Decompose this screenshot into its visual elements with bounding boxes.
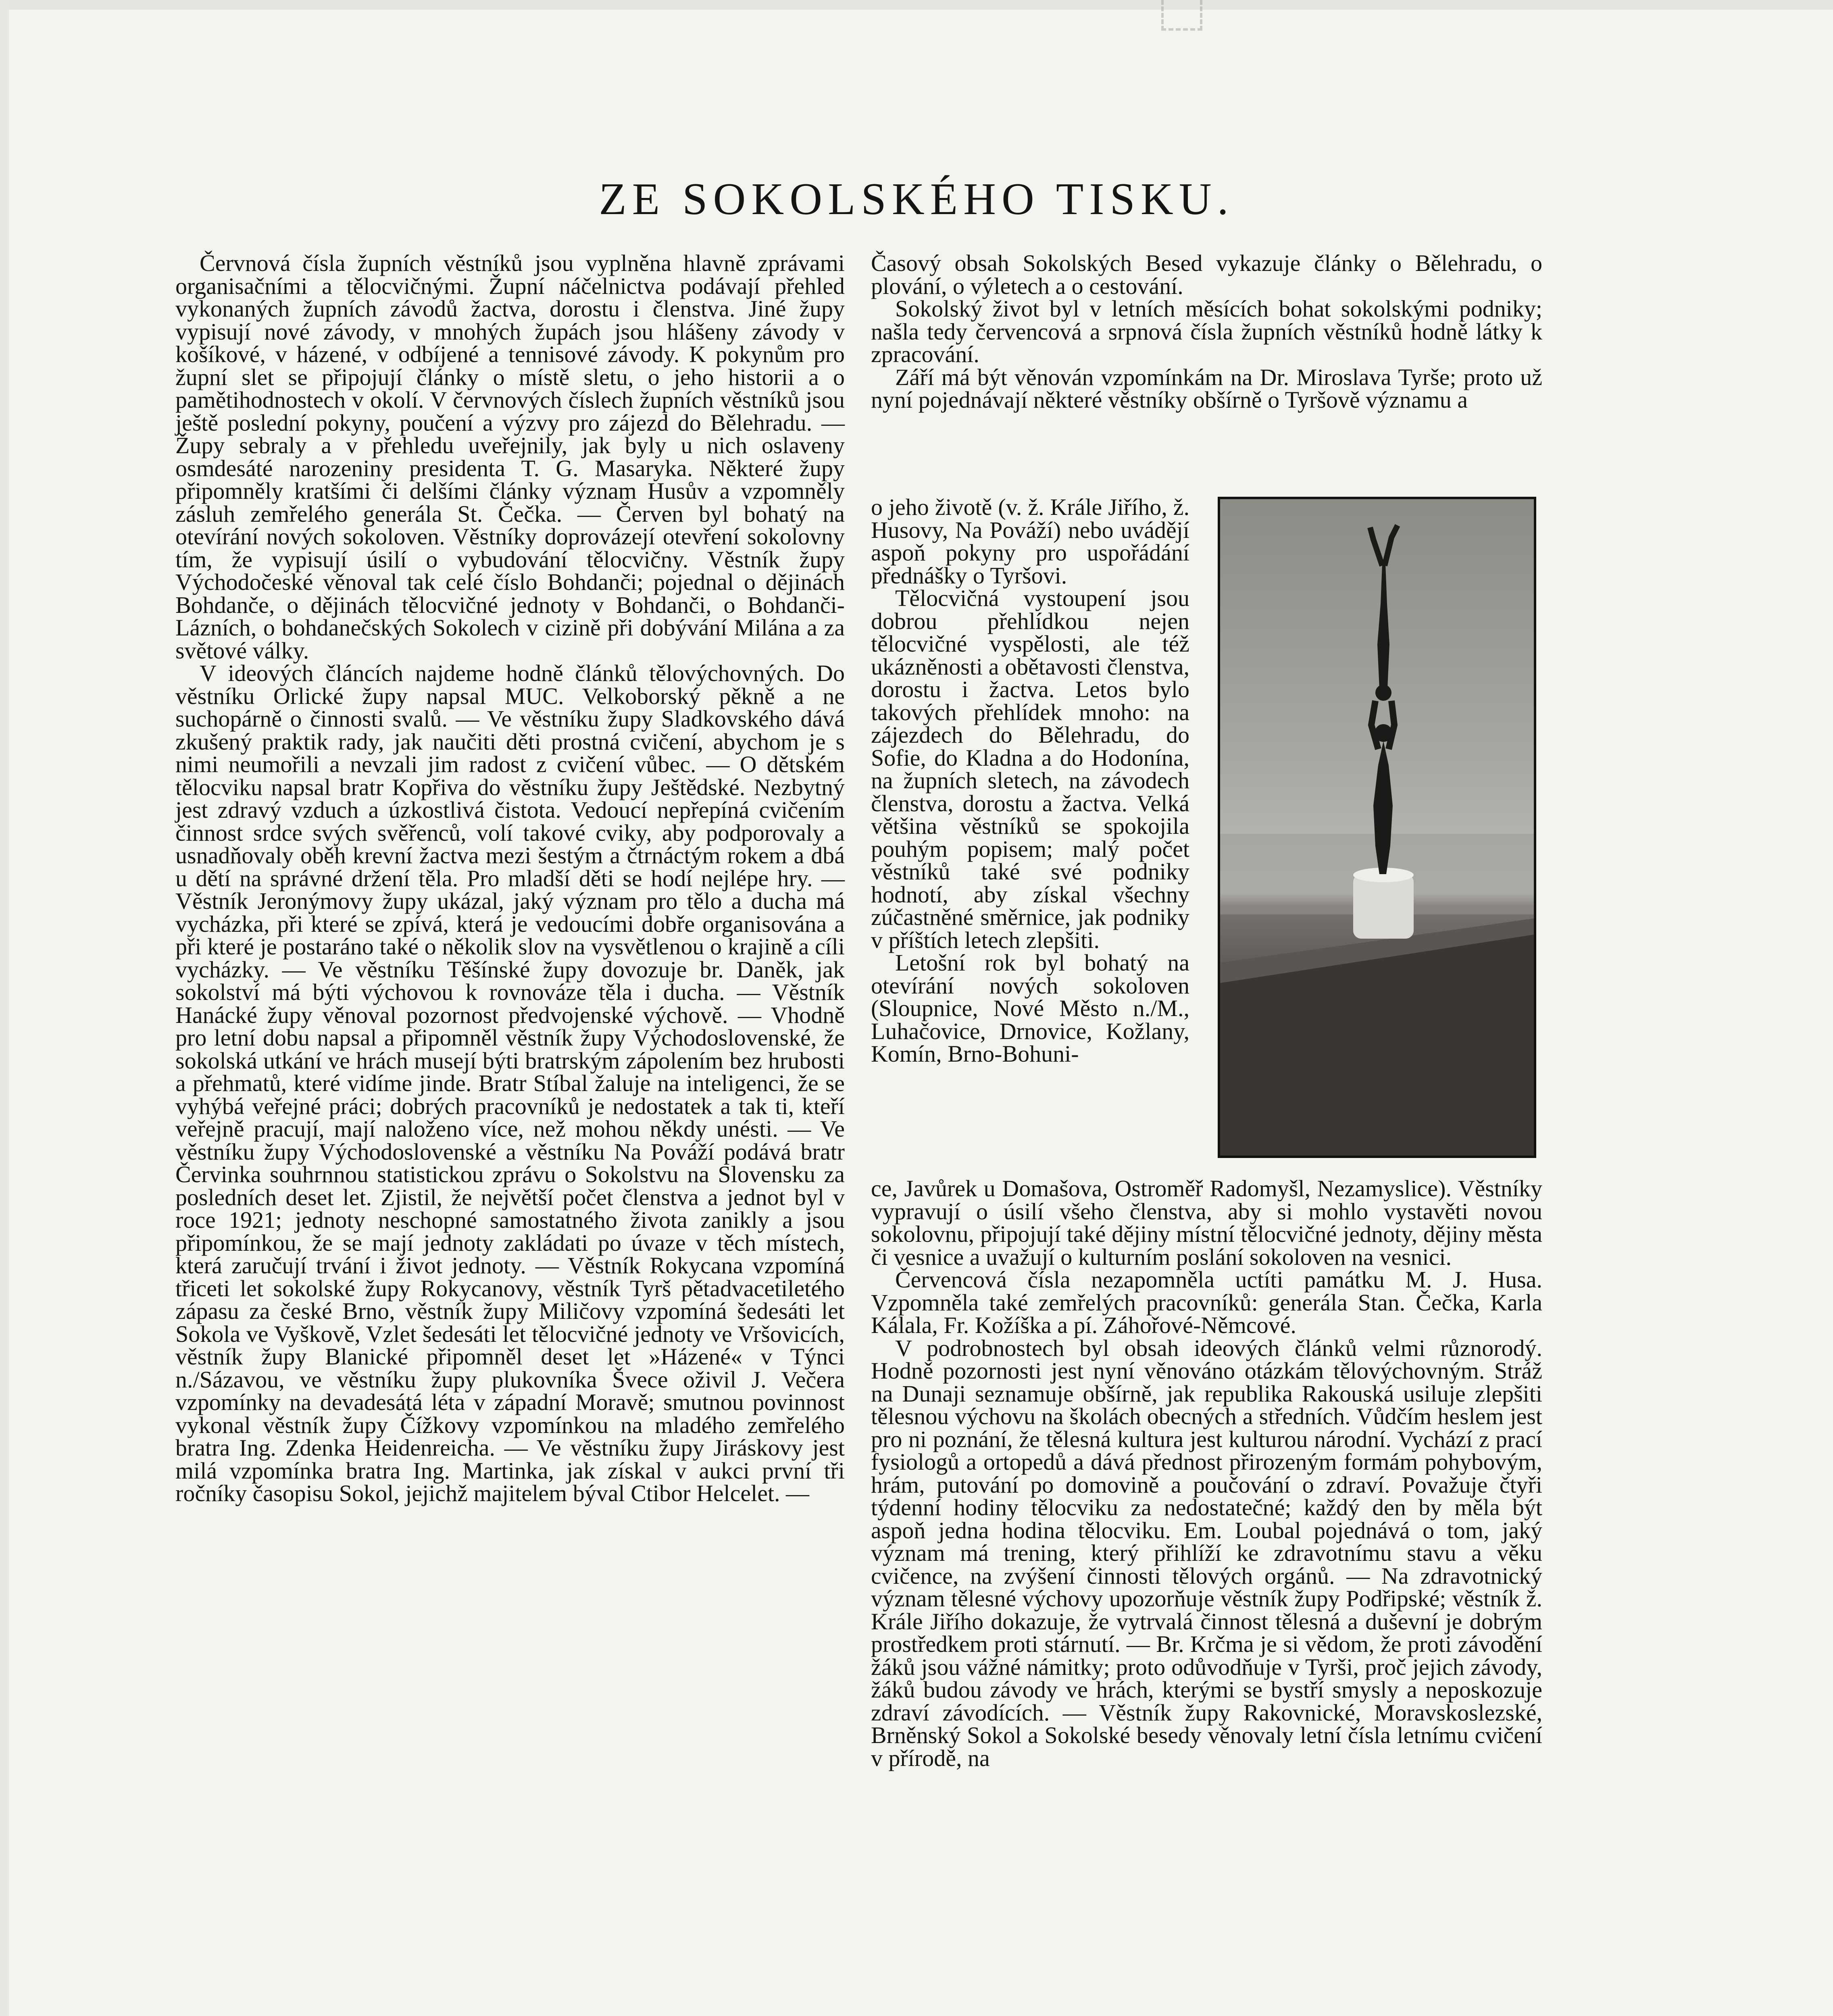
page-title: ZE SOKOLSKÉHO TISKU. bbox=[599, 174, 1234, 224]
paragraph: ce, Javůrek u Domašova, Ostroměř Radomyšl, Nezamyslice). Věstníky vypravují o úsilí všeho členstva, aby si mohlo vystavěti novou sokolovnu, připojují také dějiny místní tělocvičné jednoty, dějiny města či vesnice a uvažují o kulturním poslání sokoloven na vesnici. bbox=[871, 1175, 1542, 1270]
paragraph: Září má být věnován vzpomínkám na Dr. Miroslava Tyrše; proto už nyní pojednávají některé věstníky obšírně o Tyršově významu a bbox=[871, 364, 1542, 413]
page-edge bbox=[0, 0, 1833, 10]
paragraph: Sokolský život byl v letních měsících bohat sokolskými podniky; našla tedy červencová a srpnová čísla župních věstníků hodně látky k zpracování. bbox=[871, 296, 1542, 367]
page-edge bbox=[0, 0, 9, 2016]
paragraph: Časový obsah Sokolských Besed vykazuje články o Bělehradu, o plování, o výletech a o cestování. bbox=[871, 250, 1542, 299]
paragraph: Červencová čísla nezapomněla uctíti památku M. J. Husa. Vzpomněla také zemřelých pracovníků: generála Stan. Čečka, Karla Kálala, Fr. Kožíška a pí. Záhořové-Němcové. bbox=[871, 1266, 1542, 1338]
paragraph: V ideových článcích najdeme hodně článků tělovýchovných. Do věstníku Orlické župy napsal MUC. Velkoborský pěkně a ne suchopárně o činnosti svalů. — Ve věstníku župy Sladkovského dává zkušený praktik rady, jak naučiti děti prostná cvičení, abychom je s nimi neumořili a nevzali jim radost z cvičení vůbec. — O dětském tělocviku napsal bratr Kopřiva do věstníku župy Ještědské. Nezbytný jest zdravý vzduch a úzkostlivá čistota. Vedoucí nepřepíná cvičením činnost srdce svých svěřenců, volí takové cviky, aby podporovaly a usnadňovaly oběh krevní žactva mezi šestým a čtrnáctým rokem a dbá u dětí na správné držení těla. Pro mladší děti se hodí nejlépe hry. — Věstník Jeronýmovy župy ukázal, jaký význam pro tělo a ducha má vycházka, při které se zpívá, která je vedoucími dobře organisována a při které je postaráno také o několik slov na vysvětlenou o krajině a cíli vycházky. — Ve věstníku Těšínské župy dovozuje br. Daněk, jak sokolství má býti výchovou k rovnováze těla i ducha. — Věstník Hanácké župy věnoval pozornost předvojenské výchově. — Vhodně pro letní dobu napsal a připomněl věstník župy Východoslovenské, že sokolská utkání ve hrách musejí býti bratrským zápolením bez hrubosti a přehmatů, které vidíme jinde. Bratr Stíbal žaluje na inteligenci, že se vyhýbá veřejné práci; dobrých pracovníků je nedostatek a tak ti, kteří veřejně pracují, mají naloženo více, než mohou někdy unésti. — Ve věstníku župy Východoslovenské a věstníku Na Pováží podává bratr Červinka souhrnnou statistickou zprávu o Sokolstvu na Slovensku za posledních deset let. Zjistil, že největší počet členstva a jednot byl v roce 1921; jednoty neschopné samostatného života zanikly a jsou připomínkou, že se mají jednoty zakládati po úvaze v těch místech, která zaručují trvání i život jednoty. — Věstník Rokycana vzpomíná třiceti let sokolské župy Rokycanovy, věstník Tyrš pětadvacetiletého zápasu za české Brno, věstník župy Miličovy vzpomíná šedesáti let Sokola ve Vyškově, Vzlet šedesáti let tělocvičné jednoty ve Vršovicích, věstník župy Blanické připomněl deset let »Házené« v Týnci n./Sázavou, ve věstníku župy plukovníka Švece oživil J. Večera vzpomínky na devadesátá léta v západní Moravě; smutnou povinnost vykonal věstník župy Čížkovy vzpomínkou na mladého zemřelého bratra Ing. Zdenka Heidenreicha. — Ve věstníku župy Jiráskovy jest milá vzpomínka bratra Ing. Martinka, jak získal v aukci první tři ročníky časopisu Sokol, jejichž majitelem býval Ctibor Helcelet. — bbox=[175, 660, 845, 1506]
paragraph: o jeho životě (v. ž. Krále Jiřího, ž. Husovy, Na Pováží) nebo uvádějí aspoň pokyny pro uspořádání přednášky o Tyršovi. bbox=[871, 494, 1189, 589]
acrobats-photo bbox=[1218, 497, 1536, 1158]
paragraph: Červnová čísla župních věstníků jsou vyplněna hlavně zprávami organisačními a tělocvičnými. Župní náčelnictva podávají přehled vykonaných župních závodů žactva, dorostu i členstva. Jiné župy vypisují nové závody, v mnohých župách jsou hlášeny závody v košíkové, v házené, v odbíjené a tennisové závody. K pokynům pro župní slet se připojují články o místě sletu, o jeho historii a o pamětihodnostech v okolí. V červnových číslech župních věstníků jsou ještě poslední pokyny, poučení a výzvy pro zájezd do Bělehradu. — Župy sebraly a v přehledu uveřejnily, jak byly u nich oslaveny osmdesáté narozeniny presidenta T. G. Masaryka. Některé župy připomněly kratšími či delšími články význam Husův a vzpomněly zásluh zemřelého generála St. Čečka. — Červen byl bohatý na otevírání nových sokoloven. Věstníky doprovázejí otevření sokolovny tím, že vypisují úsilí o vybudování tělocvičny. Věstník župy Východočeské věnoval tak celé číslo Bohdanči; pojednal o dějinách Bohdanče, o dějinách tělocvičné jednoty v Bohdanči, o Bohdanči-Lázních, o bohdanečských Sokolech v cizině při dobývání Milána a za světové války. bbox=[175, 250, 845, 664]
right-column-bottom bbox=[871, 1177, 1542, 1770]
scan-artifact bbox=[1161, 0, 1202, 31]
paragraph: Tělocvičná vystoupení jsou dobrou přehlídkou nejen tělocvičné vyspělosti, ale též ukázněnosti a obětavosti členstva, dorostu i žactva. Letos bylo takových přehlídek mnoho: na zájezdech do Bělehradu, do Sofie, do Kladna a do Hodonína, na župních sletech, na závodech členstva, dorostu a žactva. Velká většina věstníků se spokojila pouhým popisem; malý počet věstníků také své podniky hodnotí, aby získal všechny zúčastněné směrnice, jak podniky v příštích letech zlepšiti. bbox=[871, 585, 1189, 953]
right-column-narrow bbox=[871, 496, 1189, 1066]
paragraph: Letošní rok byl bohatý na otevírání nových sokoloven (Sloupnice, Nové Město n./M., Luhačovice, Drnovice, Kožlany, Komín, Brno-Bohuni- bbox=[871, 950, 1189, 1067]
right-column-top bbox=[871, 252, 1542, 412]
acrobats-illustration bbox=[1220, 499, 1534, 1156]
left-column bbox=[175, 252, 845, 1505]
paragraph: V podrobnostech byl obsah ideových článků velmi různorodý. Hodně pozornosti jest nyní věnováno otázkám tělovýchovným. Stráž na Dunaji seznamuje obšírně, jak republika Rakouská usiluje zlepšiti tělesnou výchovu na školách obecných a středních. Vůdčím heslem jest pro ni poznání, že tělesná kultura jest kulturou národní. Vychází z prací fysiologů a ortopedů a dává přednost přirozeným formám pohybovým, hrám, putování po domovině a poučování o zdraví. Považuje čtyři týdenní hodiny tělocviku za nedostatečné; každý den by měla být aspoň jedna hodina tělocviku. Em. Loubal pojednává o tom, jaký význam má trening, který přihlíží ke zdravotnímu stavu a věku cvičence, na zvýšení činnosti tělových orgánů. — Na zdravotnický význam tělesné výchovy upozorňuje věstník župy Podřipské; věstník ž. Krále Jiřího dokazuje, že vytrvalá činnost tělesná a duševní je dobrým prostředkem proti stárnutí. — Br. Krčma je si vědom, že proti závodění žáků jsou vážné námitky; proto odůvodňuje v Tyrši, proč jejich závody, žáků budou závody ve hrách, kterými se bystří smysly a neposkozuje zdraví závodících. — Věstník župy Rakovnické, Moravskoslezské, Brněnský Sokol a Sokolské besedy věnovaly letní čísla letnímu cvičení v přírodě, na bbox=[871, 1335, 1542, 1771]
